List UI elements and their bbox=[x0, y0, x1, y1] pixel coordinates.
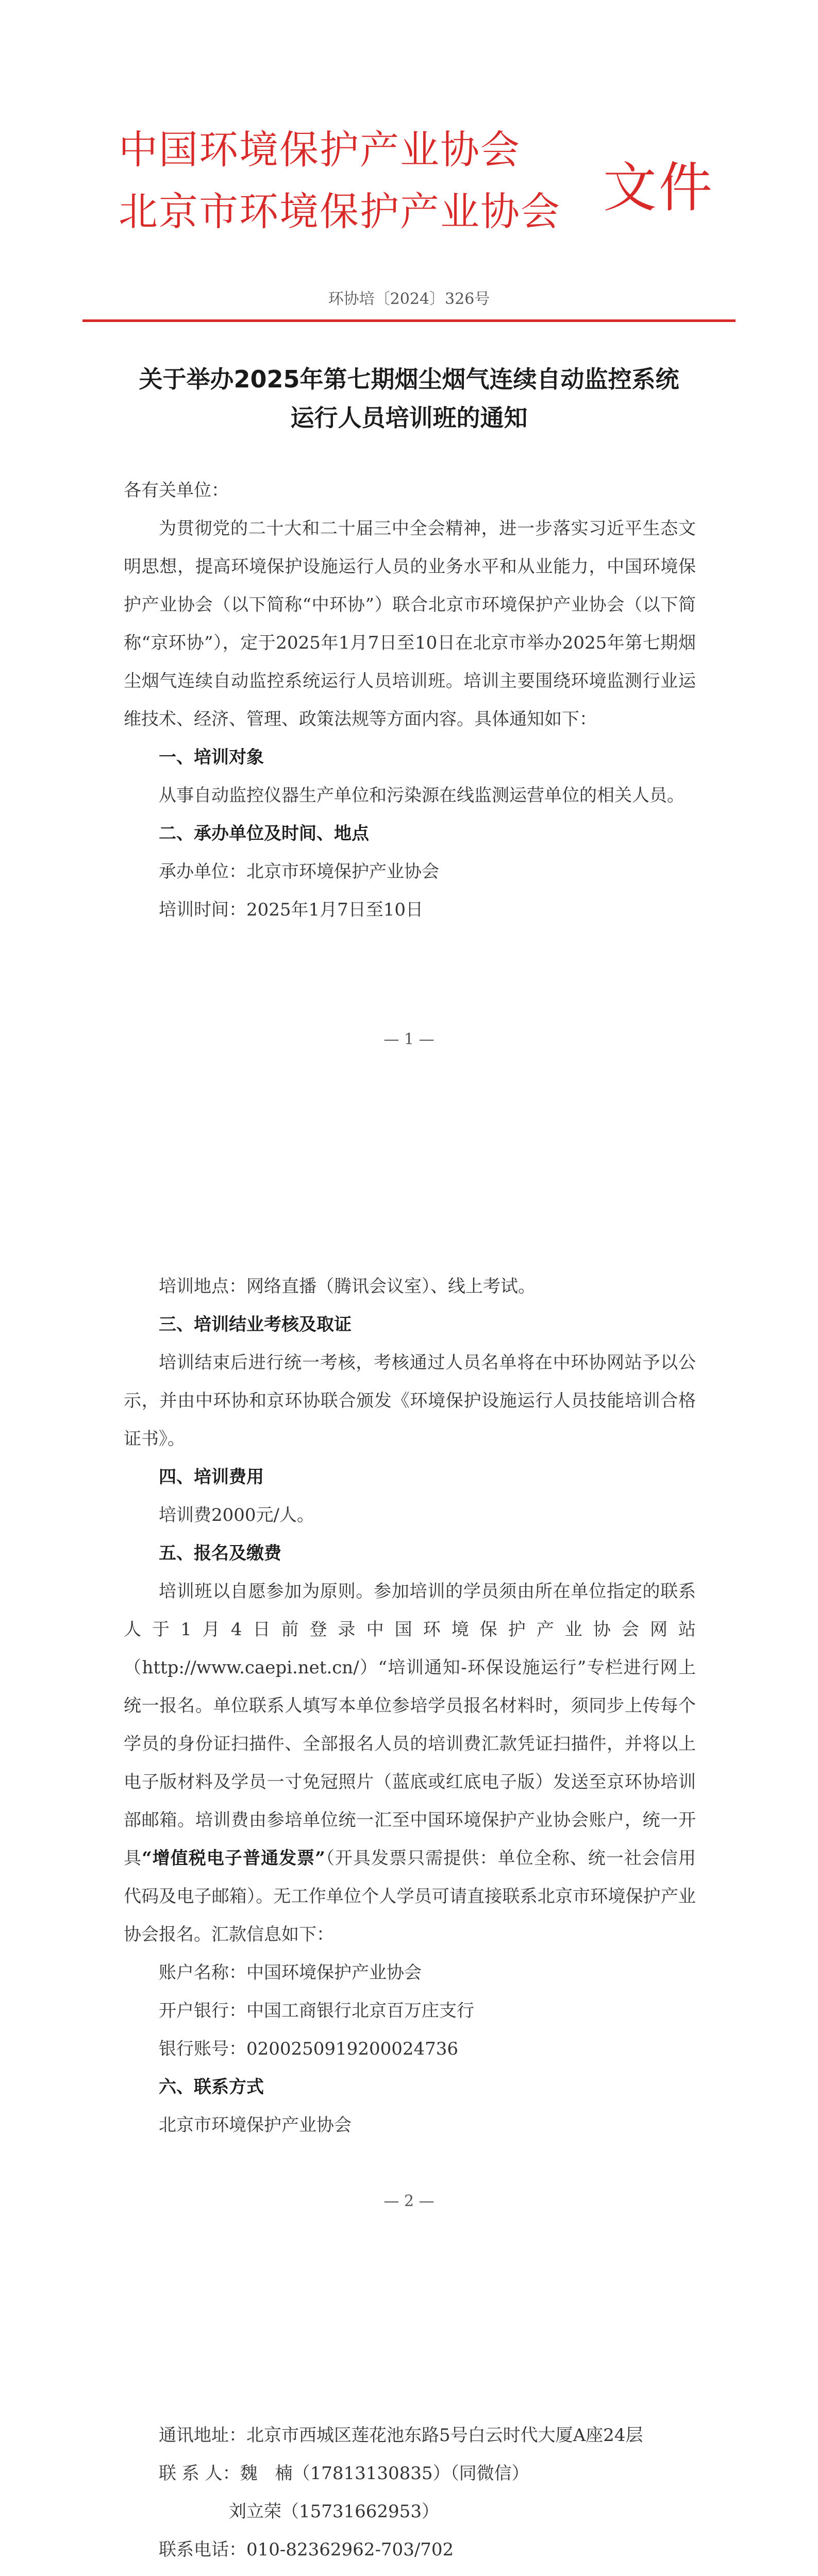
page2-body bbox=[124, 1267, 696, 2144]
issuing-org-line-2: 北京市环境保护产业协会 bbox=[119, 189, 561, 234]
contact-line-1a: 联 系 人：魏 楠（17813130835）（同微信） bbox=[159, 2463, 529, 2484]
page-number: — 2 — bbox=[383, 2192, 435, 2210]
document-title-line-2: 运行人员培训班的通知 bbox=[290, 404, 528, 432]
page1-body bbox=[124, 471, 696, 929]
organizer-line: 承办单位：北京市环境保护产业协会 bbox=[159, 861, 439, 882]
account-name-line: 账户名称：中国环境保护产业协会 bbox=[159, 1962, 422, 1983]
contact-org-1: 北京市环境保护产业协会 bbox=[159, 2115, 352, 2136]
section-5-text-b: （开具发票只需提供：单位全称、统一社会信用代码及电子邮箱）。无工作单位个人学员可请直接联系北京市环境保护产业协会报名。汇款信息如下： bbox=[124, 1848, 696, 1945]
page3-body bbox=[124, 2416, 696, 2576]
section-5-text bbox=[124, 1572, 696, 1954]
section-1-text: 从事自动监控仪器生产单位和污染源在线监测运营单位的相关人员。 bbox=[159, 785, 685, 806]
intro-paragraph: 为贯彻党的二十大和二十届三中全会精神，进一步落实习近平生态文明思想，提高环境保护设施运行人员的业务水平和从业能力，中国环境保护产业协会（以下简称“中环协”）联合北京市环境保护产业协会（以下简称“京环协”），定于2025年1月7日至10日在北京市举办2025年第七期烟尘烟气连续自动监控系统运行人员培训班。培训主要围绕环境监测行业运维技术、经济、管理、政策法规等方面内容。具体通知如下： bbox=[124, 518, 696, 730]
section-1-heading: 一、培训对象 bbox=[159, 747, 264, 768]
section-4-heading: 四、培训费用 bbox=[159, 1467, 264, 1487]
salutation: 各有关单位： bbox=[124, 480, 229, 501]
section-4-text: 培训费2000元/人。 bbox=[159, 1505, 314, 1526]
bank-line: 开户银行：中国工商银行北京百万庄支行 bbox=[159, 2001, 474, 2021]
document-page-3 bbox=[0, 2313, 818, 2576]
section-3-text: 培训结束后进行统一考核，考核通过人员名单将在中环协网站予以公示，并由中环协和京环协联合颁发《环境保护设施运行人员技能培训合格证书》。 bbox=[124, 1352, 696, 1449]
file-label: 文件 bbox=[603, 156, 715, 219]
section-3-heading: 三、培训结业考核及取证 bbox=[159, 1314, 352, 1335]
invoice-type-highlight: “增值税电子普通发票” bbox=[142, 1848, 325, 1869]
document-title-line-1: 关于举办2025年第七期烟尘烟气连续自动监控系统 bbox=[139, 365, 679, 393]
page-number: — 1 — bbox=[383, 1030, 435, 1048]
section-5-text-a: 培训班以自愿参加为原则。参加培训的学员须由所在单位指定的联系人于1月4日前登录中国环境保护产业协会网站（http://www.caepi.net.cn/）“培训通知-环保设施运行”专栏进行网上统一报名。单位联系人填写本单位参培学员报名材料时，须同步上传每个学员的身份证扫描件、全部报名人员的培训费汇款凭证扫描件，并将以上电子版材料及学员一寸免冠照片（蓝底或红底电子版）发送至京环协培训部邮箱。培训费由参培单位统一汇至中国环境保护产业协会账户，统一开具 bbox=[124, 1581, 696, 1869]
document-page-2 bbox=[0, 1157, 818, 2313]
training-location-line: 培训地点：网络直播（腾讯会议室）、线上考试。 bbox=[159, 1276, 536, 1297]
phone-line-1: 联系电话：010-82362962-703/702 bbox=[159, 2539, 454, 2560]
account-number-line: 银行账号：0200250919200024736 bbox=[159, 2039, 459, 2059]
section-2-heading: 二、承办单位及时间、地点 bbox=[159, 823, 369, 844]
document-page-1 bbox=[0, 0, 818, 1157]
email-line-1 bbox=[124, 2569, 696, 2576]
section-5-heading: 五、报名及缴费 bbox=[159, 1543, 281, 1564]
issuing-org-line-1: 中国环境保护产业协会 bbox=[119, 127, 521, 173]
training-time-line: 培训时间：2025年1月7日至10日 bbox=[159, 900, 424, 920]
red-divider bbox=[82, 319, 736, 322]
address-line-1: 通讯地址：北京市西城区莲花池东路5号白云时代大厦A座24层 bbox=[159, 2425, 643, 2446]
section-6-heading: 六、联系方式 bbox=[159, 2077, 264, 2097]
document-number: 环协培〔2024〕326号 bbox=[328, 290, 490, 308]
contact-line-1b: 刘立荣（15731662953） bbox=[229, 2501, 439, 2522]
